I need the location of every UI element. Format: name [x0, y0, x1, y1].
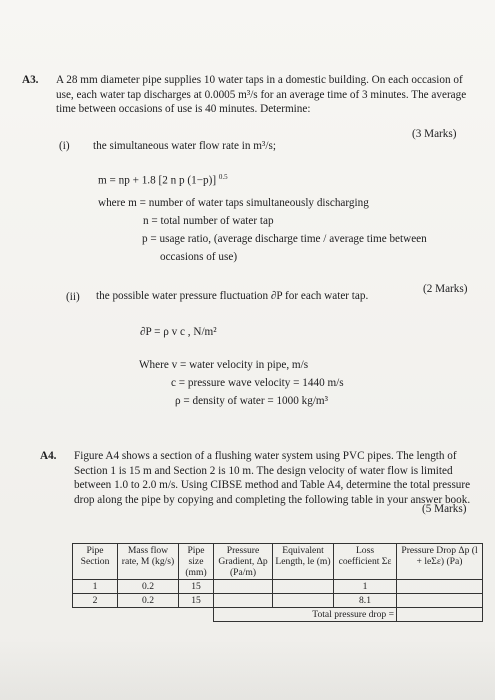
part-i-formula-exponent: 0.5: [218, 173, 228, 181]
header-loss-coefficient: Loss coefficient Σε: [334, 544, 397, 580]
part-i-where-4: occasions of use): [160, 251, 238, 263]
table-cell: 1: [334, 580, 397, 594]
part-ii-marks: (2 Marks): [423, 283, 468, 295]
question-a3-intro: A 28 mm diameter pipe supplies 10 water taps in a domestic building. On each occasion of use, each water tap discharges at 0.0005 m³/s for an average time of 3 minutes. The average time between occasions of use is 40 minutes. Determine:: [56, 74, 467, 116]
table-cell: 8.1: [334, 594, 397, 608]
pressure-drop-table: [72, 543, 483, 622]
table-cell: [273, 594, 334, 608]
header-pressure-gradient: Pressure Gradient, Δp (Pa/m): [214, 544, 273, 580]
part-i-formula-text: m = np + 1.8 [2 n p (1−p)]: [98, 174, 217, 187]
table-cell: [397, 594, 483, 608]
part-i-where-2: n = total number of water tap: [143, 215, 274, 227]
table-row: [73, 594, 483, 608]
question-a4-text: Figure A4 shows a section of a flushing water system using PVC pipes. The length of Section 1 is 15 m and Section 2 is 10 m. The design velocity of water flow is limited between 1.0 to 2.0 m/s. Using CIBSE method and Table A4, determine the total pressure drop along the pipe by copying and completing the following table in your answer book.: [74, 450, 471, 506]
table-cell: 2: [73, 594, 118, 608]
part-i-label: (i): [59, 140, 70, 152]
part-ii-text: the possible water pressure fluctuation ∂P for each water tap.: [96, 290, 369, 302]
header-mass-flow: Mass flow rate, M (kg/s): [118, 544, 179, 580]
table-cell: 15: [179, 580, 214, 594]
part-i-marks: (3 Marks): [412, 128, 457, 140]
table-cell: 0.2: [118, 580, 179, 594]
header-equivalent-length: Equivalent Length, le (m): [273, 544, 334, 580]
total-pressure-drop-label: Total pressure drop =: [214, 608, 397, 622]
table-cell: 15: [179, 594, 214, 608]
part-i-where-3: p = usage ratio, (average discharge time / average time between: [142, 233, 427, 245]
table-cell: [214, 594, 273, 608]
table-cell: [214, 580, 273, 594]
part-ii-label: (ii): [66, 291, 80, 303]
table-cell: 0.2: [118, 594, 179, 608]
table-cell: [397, 580, 483, 594]
part-ii-where-3: ρ = density of water = 1000 kg/m³: [175, 395, 328, 407]
table-header-row: [73, 544, 483, 580]
total-pressure-drop-value: [397, 608, 483, 622]
question-a4-number: A4.: [40, 450, 57, 462]
header-pipe-size: Pipe size (mm): [179, 544, 214, 580]
table-row: [73, 580, 483, 594]
table-cell: [273, 580, 334, 594]
part-i-formula: [98, 173, 228, 188]
part-ii-where-2: c = pressure wave velocity = 1440 m/s: [171, 377, 344, 389]
part-i-text: the simultaneous water flow rate in m³/s;: [93, 140, 276, 152]
part-i-where-1: where m = number of water taps simultaneously discharging: [98, 197, 369, 209]
question-a4-marks: (5 Marks): [422, 503, 467, 515]
header-pressure-drop: Pressure Drop Δp (l + leΣε) (Pa): [397, 544, 483, 580]
question-a3-number: A3.: [22, 74, 39, 86]
photo-shadow: [0, 640, 495, 700]
part-ii-where-1: Where v = water velocity in pipe, m/s: [139, 359, 309, 371]
header-pipe-section: Pipe Section: [73, 544, 118, 580]
part-ii-formula: ∂P = ρ v c , N/m²: [140, 326, 217, 338]
table-cell: 1: [73, 580, 118, 594]
table-total-row: [73, 608, 483, 622]
